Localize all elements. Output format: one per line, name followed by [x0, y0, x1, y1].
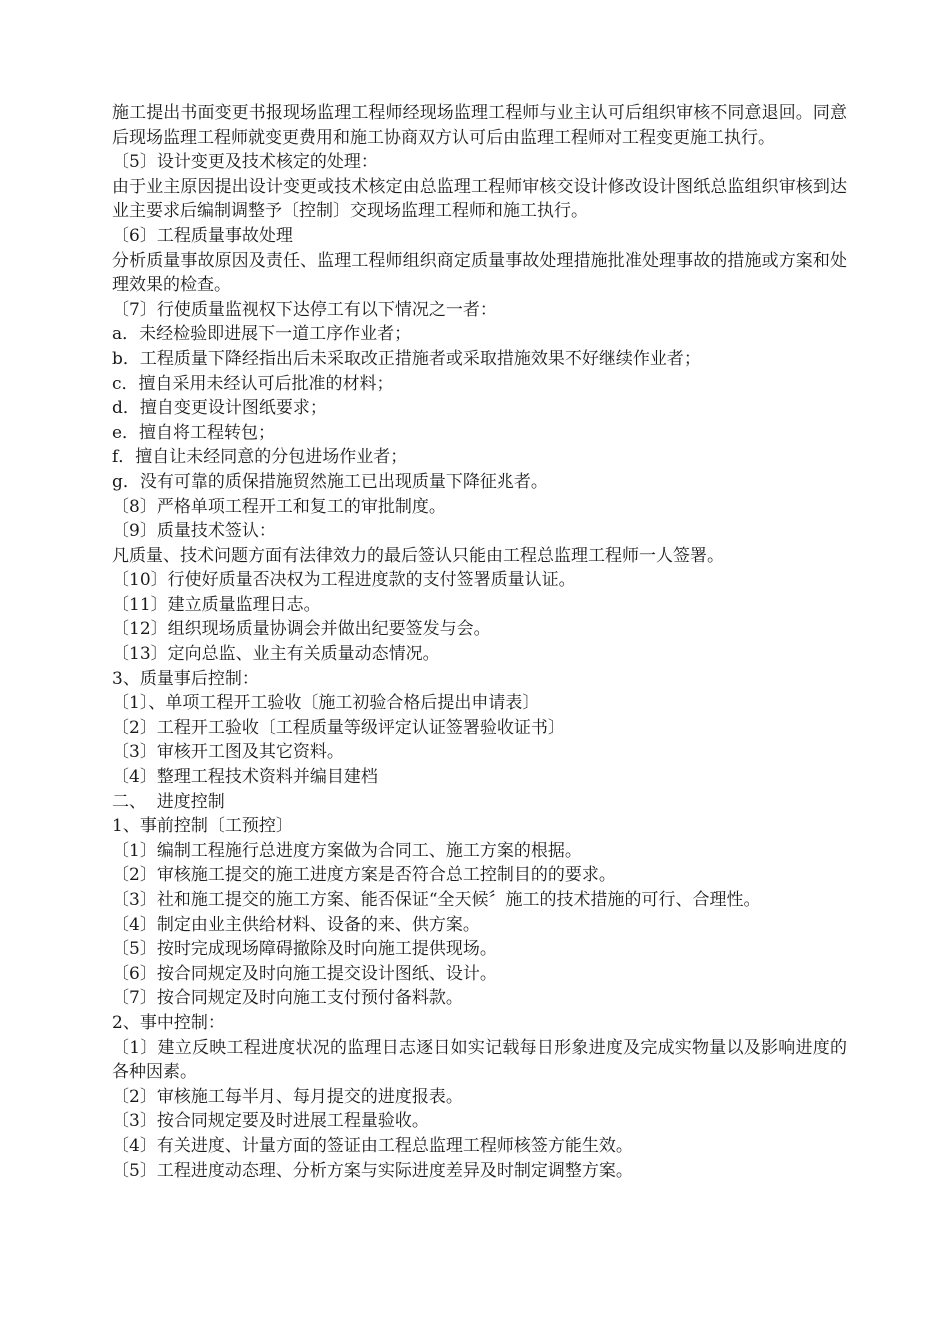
- paragraph: 施工提出书面变更书报现场监理工程师经现场监理工程师与业主认可后组织审核不同意退回。同意后现场监理工程师就变更费用和施工协商双方认可后由监理工程师对工程变更施工执行。: [112, 103, 847, 148]
- list-item: d．擅自变更设计图纸要求；: [112, 398, 327, 419]
- paragraph: 〔11〕建立质量监理日志。: [112, 594, 321, 615]
- list-item: f．擅自让未经同意的分包进场作业者；: [112, 447, 408, 468]
- paragraph: 〔2〕审核施工提交的施工进度方案是否符合总工控制目的的要求。: [112, 865, 616, 886]
- paragraph: 〔1〕编制工程施行总进度方案做为合同工、施工方案的根据。: [112, 840, 582, 861]
- paragraph: 〔9〕质量技术签认：: [112, 521, 276, 542]
- section-heading: 3、质量事后控制：: [112, 668, 259, 689]
- paragraph: 分析质量事故原因及责任、监理工程师组织商定质量事故处理措施批准处理事故的措施或方案和处理效果的检查。: [112, 250, 847, 296]
- paragraph: 由于业主原因提出设计变更或技术核定由总监理工程师审核交设计修改设计图纸总监组织审核到达业主要求后编制调整予〔控制〕交现场监理工程师和施工执行。: [112, 176, 847, 222]
- paragraph: 〔4〕制定由业主供给材料、设备的来、供方案。: [112, 914, 480, 935]
- paragraph: 〔1〕建立反映工程进度状况的监理日志逐日如实记载每日形象进度及完成实物量以及影响进度的各种因素。: [112, 1037, 847, 1083]
- paragraph: 〔10〕行使好质量否决权为工程进度款的支付签署质量认证。: [112, 570, 576, 591]
- paragraph: 〔3〕审核开工图及其它资料。: [112, 742, 344, 763]
- document-body: [112, 101, 847, 1183]
- list-item: e．擅自将工程转包；: [112, 422, 276, 443]
- section-heading: 2、事中控制：: [112, 1012, 225, 1033]
- section-heading: 二、 进度控制: [112, 791, 225, 812]
- paragraph: 〔7〕行使质量监视权下达停工有以下情况之一者：: [112, 299, 497, 320]
- paragraph: 〔4〕有关进度、计量方面的签证由工程总监理工程师核签方能生效。: [112, 1135, 633, 1156]
- paragraph: 〔12〕组织现场质量协调会并做出纪要签发与会。: [112, 619, 491, 640]
- paragraph: 〔3〕社和施工提交的施工方案、能否保证“全天候〞施工的技术措施的可行、合理性。: [112, 890, 761, 910]
- paragraph: 〔5〕设计变更及技术核定的处理：: [112, 152, 378, 173]
- paragraph: 〔5〕按时完成现场障碍撤除及时向施工提供现场。: [112, 939, 497, 960]
- list-item: g．没有可靠的质保措施贸然施工已出现质量下降征兆者。: [112, 471, 548, 492]
- paragraph: 〔2〕工程开工验收〔工程质量等级评定认证签署验收证书〕: [112, 717, 565, 738]
- paragraph: 〔8〕严格单项工程开工和复工的审批制度。: [112, 496, 446, 517]
- paragraph: 〔13〕定向总监、业主有关质量动态情况。: [112, 644, 440, 665]
- list-item: c．擅自采用未经认可后批准的材料；: [112, 373, 394, 394]
- section-heading: 1、事前控制〔工预控〕: [112, 816, 293, 837]
- paragraph: 〔6〕按合同规定及时向施工提交设计图纸、设计。: [112, 963, 497, 984]
- paragraph: 〔2〕审核施工每半月、每月提交的进度报表。: [112, 1086, 463, 1107]
- list-item: a．未经检验即进展下一道工序作业者；: [112, 324, 412, 345]
- paragraph: 〔1〕、单项工程开工验收〔施工初验合格后提出申请表〕: [112, 693, 540, 714]
- list-item: b．工程质量下降经指出后未采取改正措施者或采取措施效果不好继续作业者；: [112, 348, 701, 369]
- paragraph: 〔6〕工程质量事故处理: [112, 225, 293, 246]
- paragraph: 〔7〕按合同规定及时向施工支付预付备料款。: [112, 988, 463, 1009]
- paragraph: 凡质量、技术问题方面有法律效力的最后签认只能由工程总监理工程师一人签署。: [112, 545, 724, 566]
- paragraph: 〔3〕按合同规定要及时进展工程量验收。: [112, 1111, 429, 1132]
- paragraph: 〔4〕整理工程技术资料并编目建档: [112, 767, 378, 788]
- paragraph: 〔5〕工程进度动态理、分析方案与实际进度差异及时制定调整方案。: [112, 1160, 633, 1181]
